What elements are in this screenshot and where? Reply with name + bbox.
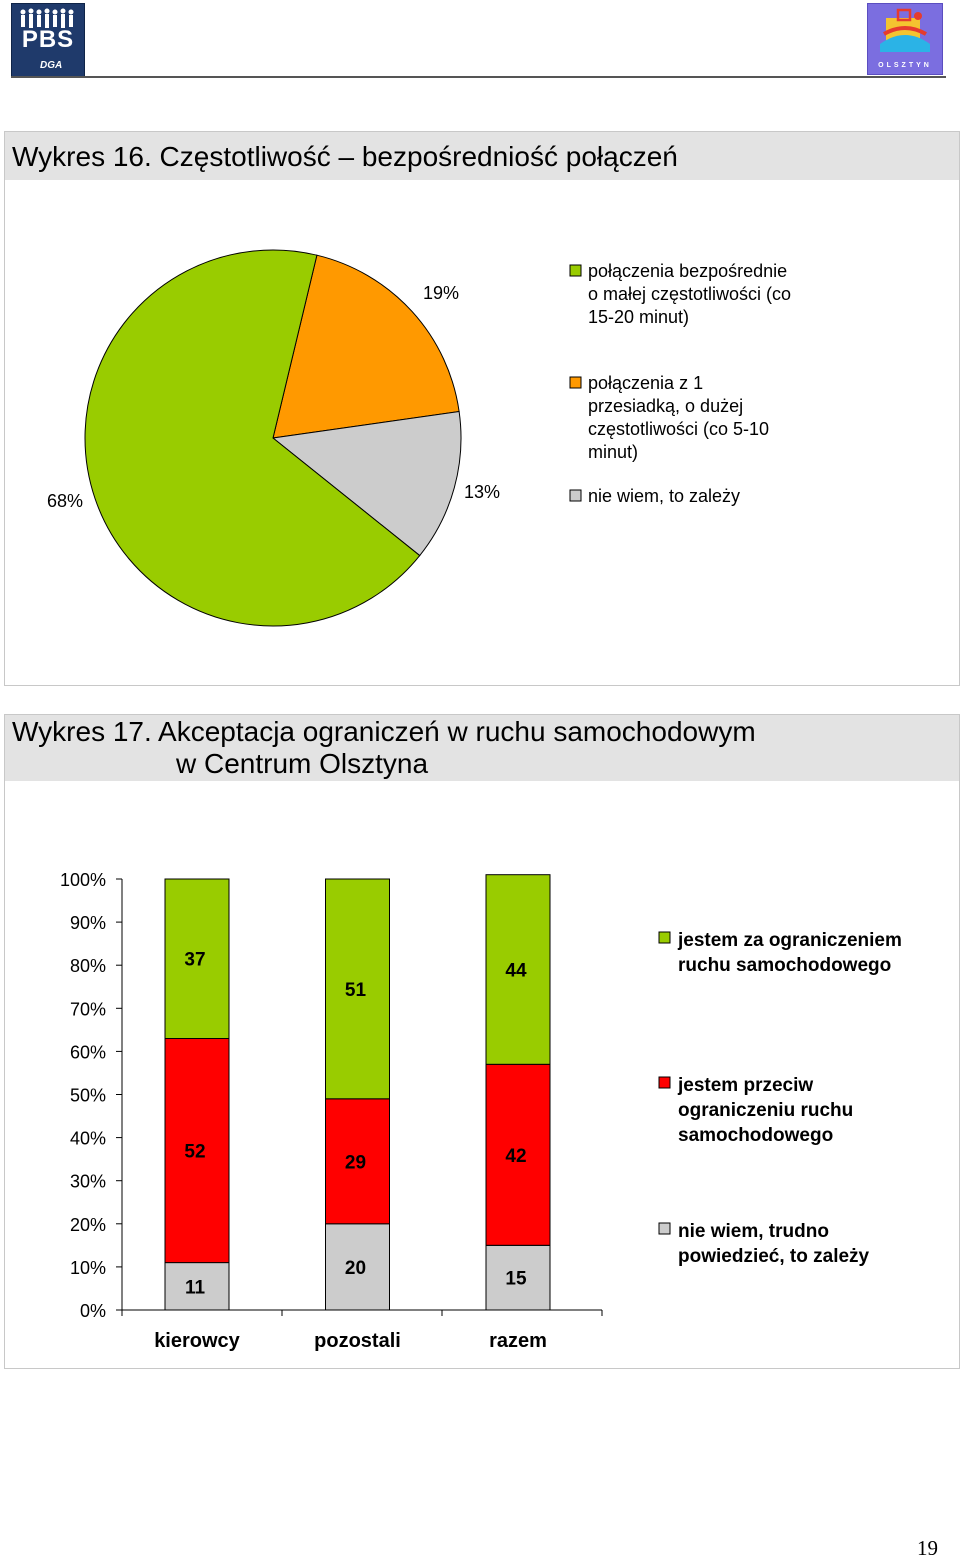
dga-logo-text: DGA [40,60,63,71]
stacked-bar-chart [5,715,959,1368]
data-label: 52 [184,1141,206,1163]
y-tick-label: 90% [69,913,106,934]
chart-title-line-1: Wykres 17. Akceptacja ograniczeń w ruchu samochodowym [12,716,756,747]
data-label: 44 [505,960,527,982]
chart-title-line-2: w Centrum Olsztyna [176,748,429,779]
legend-label: jestem za ograniczeniem [678,930,902,951]
chart-title: Wykres 16. Częstotliwość – bezpośredniość połączeń [12,141,678,172]
pie-value-label: 68% [46,491,83,511]
legend-label: 15-20 minut) [588,307,690,327]
y-tick-label: 50% [69,1085,106,1106]
header-divider [11,76,946,78]
legend-label: powiedzieć, to zależy [678,1246,870,1267]
page-number: 19 [917,1536,938,1560]
y-tick-label: 10% [69,1257,106,1278]
data-label: 37 [184,949,206,971]
y-tick-label: 100% [59,870,106,890]
legend-label: ograniczeniu ruchu [678,1100,854,1121]
legend-label: częstotliwości (co 5-10 [588,419,770,439]
data-label: 29 [344,1152,367,1174]
pie-chart [5,132,959,685]
y-tick-label: 70% [69,999,106,1020]
pbs-logo-text: PBS [21,26,75,53]
y-tick-label: 0% [79,1301,106,1321]
pie-value-label: 13% [464,482,501,502]
legend-label: minut) [588,442,639,462]
y-tick-label: 60% [69,1042,106,1063]
y-tick-label: 40% [69,1128,106,1149]
legend-label: połączenia bezpośrednie [588,261,788,281]
x-tick-label: kierowcy [154,1330,240,1352]
data-label: 15 [505,1268,527,1290]
legend-swatch [659,1223,670,1234]
legend-label: przesiadką, o dużej [588,396,744,416]
y-tick-label: 30% [69,1171,106,1192]
y-tick-label: 80% [69,956,106,977]
legend-swatch [659,1077,670,1088]
legend-label: o małej częstotliwości (co [588,284,792,304]
legend-label: nie wiem, trudno [678,1221,829,1242]
data-label: 11 [184,1277,206,1299]
legend-label: nie wiem, to zależy [588,486,741,506]
legend-label: ruchu samochodowego [678,955,892,976]
legend-swatch [659,932,670,943]
chart-panel-17 [4,714,960,1369]
olsztyn-logo-text: OLSZTYN [878,62,932,69]
pie-value-label: 19% [423,283,460,303]
y-tick-label: 20% [69,1214,106,1235]
legend-label: jestem przeciw [678,1075,814,1096]
legend-swatch [570,377,581,388]
pbs-logo [11,3,85,77]
x-tick-label: razem [489,1330,547,1352]
legend-label: połączenia z 1 [588,373,704,393]
legend-label: samochodowego [678,1125,834,1146]
olsztyn-emblem-icon [868,4,942,60]
data-label: 20 [344,1257,367,1279]
legend-swatch [570,490,581,501]
data-label: 42 [505,1145,527,1167]
chart-panel-16 [4,131,960,686]
data-label: 51 [344,979,367,1001]
legend-swatch [570,265,581,276]
x-tick-label: pozostali [314,1330,401,1352]
olsztyn-logo [867,3,943,75]
